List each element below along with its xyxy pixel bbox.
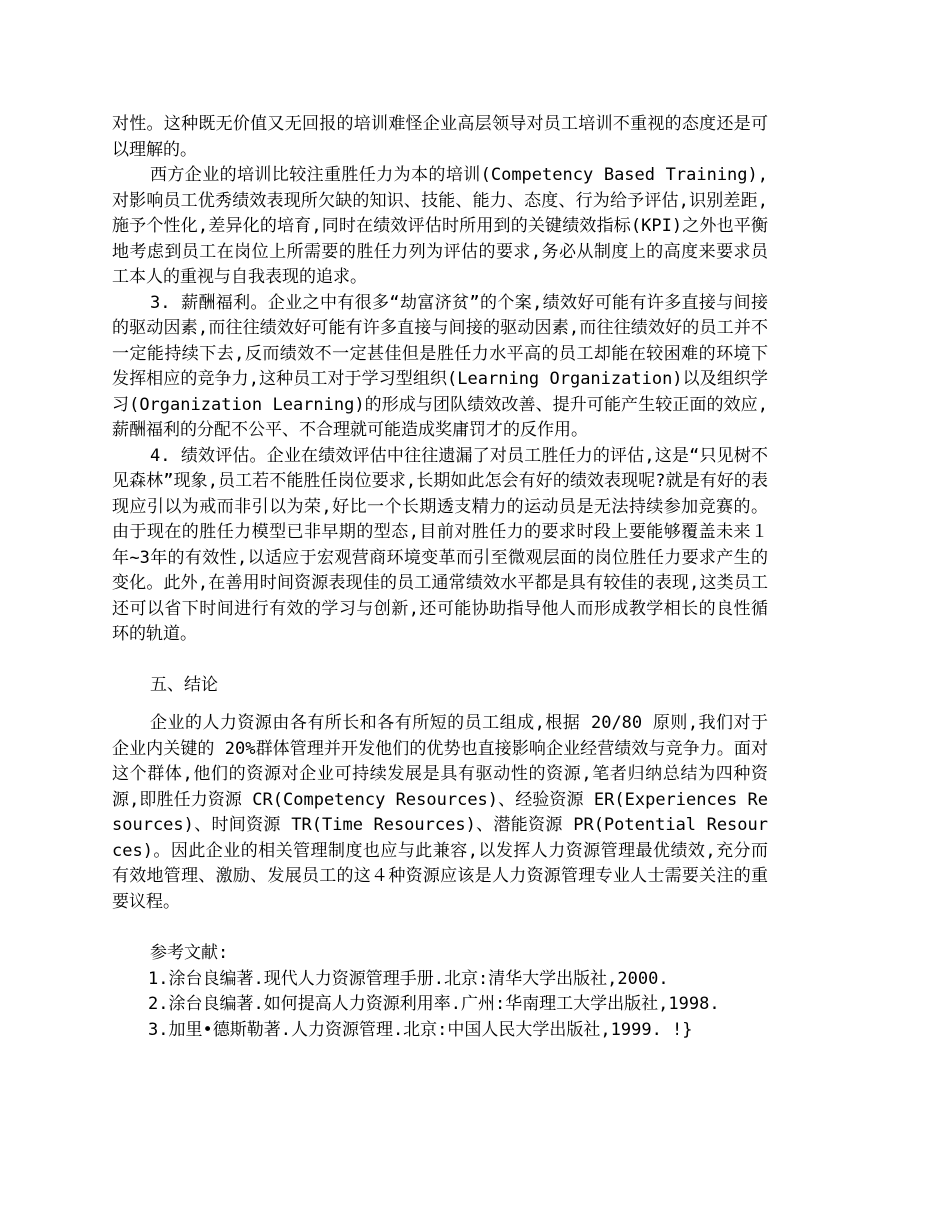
body-paragraph-conclusion: 企业的人力资源由各有所长和各有所短的员工组成,根据 20/80 原则,我们对于企业内关键的 20%群体管理并开发他们的优势也直接影响企业经营绩效与竞争力。面对这个群体,他们的资源对企业可持续发展是具有驱动性的资源,笔者归纳总结为四种资源,即胜任力资源 CR(Competency Resources)、经验资源 ER(Experiences Resources)、时间资源 TR(Time Resources)、潜能资源 PR(Potential Resources)。因此企业的相关管理制度也应与此兼容,以发挥人力资源管理最优绩效,充分而有效地管理、激励、发展员工的这４种资源应该是人力资源管理专业人士需要关注的重要议程。 bbox=[112, 713, 768, 912]
reference-item: 1.涂台良编著.现代人力资源管理手册.北京:清华大学出版社,2000. bbox=[148, 968, 669, 989]
references-list bbox=[112, 967, 768, 1044]
body-paragraph-performance: 4. 绩效评估。企业在绩效评估中往往遗漏了对员工胜任力的评估,这是“只见树不见森林”现象,员工若不能胜任岗位要求,长期如此怎会有好的绩效表现呢?就是有好的表现应引以为戒而非引以为荣,好比一个长期透支精力的运动员是无法持续参加竞赛的。由于现在的胜任力模型已非早期的型态,目前对胜任力的要求时段上要能够覆盖未来１年~3年的有效性,以适应于宏观营商环境变革而引至微观层面的岗位胜任力要求产生的变化。此外,在善用时间资源表现佳的员工通常绩效水平都是具有较佳的表现,这类员工还可以省下时间进行有效的学习与创新,还可能协助指导他人而形成教学相长的良性循环的轨道。 bbox=[112, 445, 768, 644]
document-page bbox=[112, 112, 768, 1043]
reference-item: 3.加里•德斯勒著.人力资源管理.北京:中国人民大学出版社,1999. !} bbox=[148, 1019, 693, 1040]
body-paragraph-compensation: 3. 薪酬福利。企业之中有很多“劫富济贫”的个案,绩效好可能有许多直接与间接的驱动因素,而往往绩效好可能有许多直接与间接的驱动因素,而往往绩效好的员工并不一定能持续下去,反而绩效不一定甚佳但是胜任力水平高的员工却能在较困难的环境下发挥相应的竞争力,这种员工对于学习型组织(Learning Organization)以及组织学习(Organization Learning)的形成与团队绩效改善、提升可能产生较正面的效应,薪酬福利的分配不公平、不合理就可能造成奖庸罚才的反作用。 bbox=[112, 292, 768, 440]
references-label: 参考文献: bbox=[150, 943, 229, 963]
body-paragraph-continued: 对性。这种既无价值又无回报的培训难怪企业高层领导对员工培训不重视的态度还是可以理解的。 bbox=[112, 114, 768, 160]
section-heading-conclusion: 五、结论 bbox=[150, 674, 218, 695]
body-paragraph-training: 西方企业的培训比较注重胜任力为本的培训(Competency Based Training),对影响员工优秀绩效表现所欠缺的知识、技能、能力、态度、行为给予评估,识别差距,施予个性化,差异化的培育,同时在绩效评估时所用到的关键绩效指标(KPI)之外也平衡地考虑到员工在岗位上所需要的胜任力列为评估的要求,务必从制度上的高度来要求员工本人的重视与自我表现的追求。 bbox=[112, 165, 768, 287]
reference-item: 2.涂台良编著.如何提高人力资源利用率.广州:华南理工大学出版社,1998. bbox=[148, 994, 720, 1014]
